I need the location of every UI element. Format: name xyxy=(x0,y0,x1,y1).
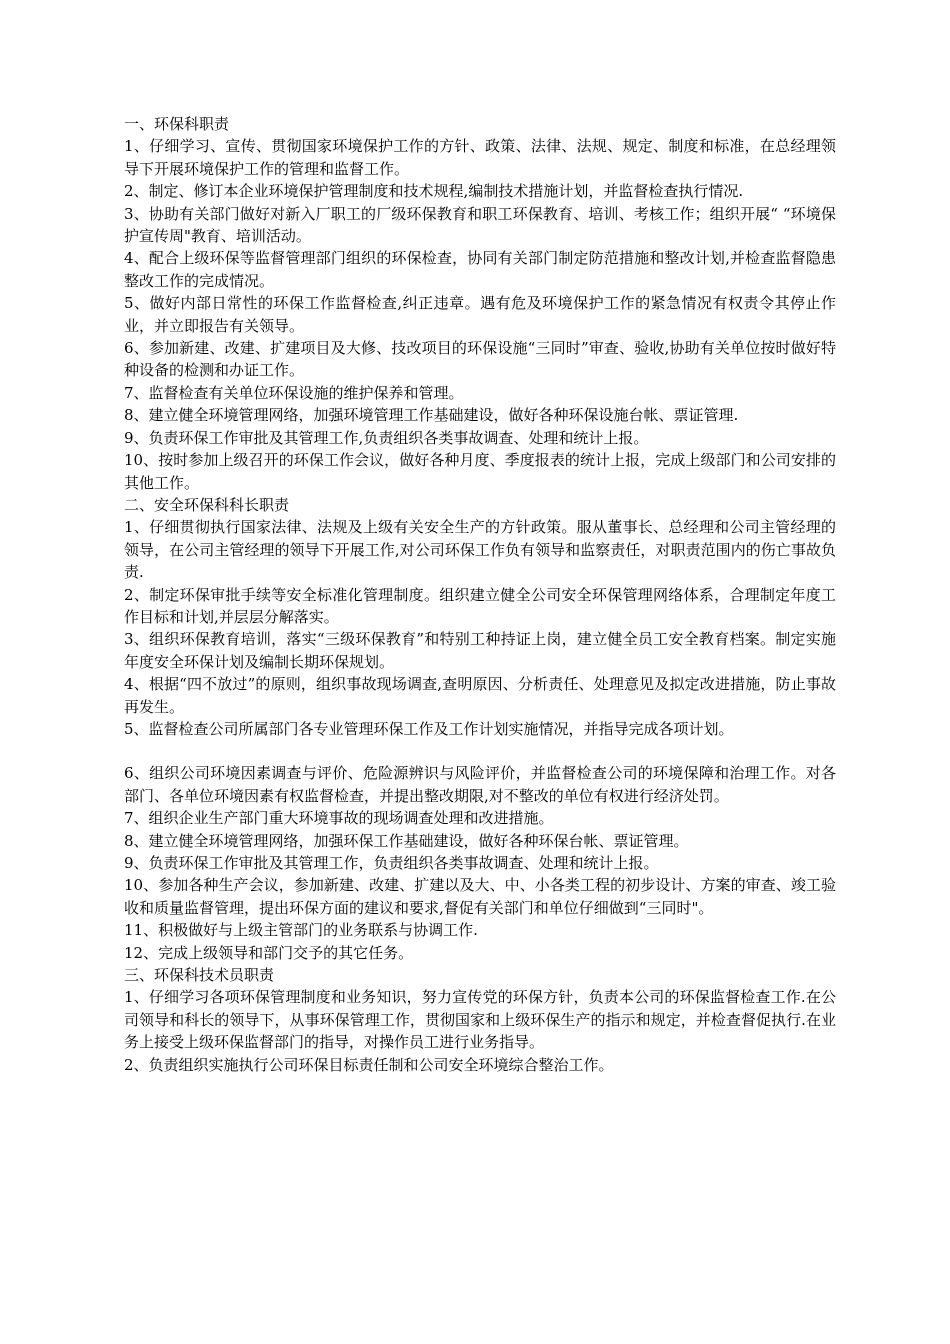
section-1-item-1: 1、仔细学习、宣传、贯彻国家环境保护工作的方针、政策、法律、法规、规定、制度和标准，在总经理领导下开展环境保护工作的管理和监督工作。 xyxy=(124,137,836,178)
section-1-item-4: 4、配合上级环保等监督管理部门组织的环保检查，协同有关部门制定防范措施和整改计划,并检查监督隐患整改工作的完成情况。 xyxy=(124,249,836,290)
section-3-item-2: 2、负责组织实施执行公司环保目标责任制和公司安全环境综合整治工作。 xyxy=(124,1055,614,1074)
section-heading-2: 二、安全环保科科长职责 xyxy=(124,495,290,514)
section-2-item-8: 8、建立健全环境管理网络，加强环保工作基础建设，做好各种环保台帐、票证管理。 xyxy=(124,831,689,850)
section-heading-1: 一、环保科职责 xyxy=(124,115,230,133)
section-2-item-12: 12、完成上级领导和部门交予的其它任务。 xyxy=(124,943,414,962)
section-2-item-4: 4、根据“四不放过”的原则，组织事故现场调查,查明原因、分析责任、处理意见及拟定改进措施，防止事故再发生。 xyxy=(124,675,836,716)
section-2-item-2: 2、制定环保审批手续等安全标准化管理制度。组织建立健全公司安全环保管理网络体系，合理制定年度工作目标和计划,并层层分解落实。 xyxy=(124,585,836,626)
section-2-item-5: 5、监督检查公司所属部门各专业管理环保工作及工作计划实施情况，并指导完成各项计划。 xyxy=(124,719,734,738)
section-2-item-11: 11、积极做好与上级主管部门的业务联系与协调工作. xyxy=(124,921,478,940)
section-heading-3: 三、环保科技术员职责 xyxy=(124,966,275,985)
section-2-item-7: 7、组织企业生产部门重大环境事故的现场调查处理和改进措施。 xyxy=(124,809,554,828)
section-1-item-6: 6、参加新建、改建、扩建项目及大修、技改项目的环保设施“三同时”审查、验收,协助有关单位按时做好特种设备的检测和办证工作。 xyxy=(124,339,836,380)
document-page xyxy=(124,113,836,1076)
section-1-item-2: 2、制定、修订本企业环境保护管理制度和技术规程,编制技术措施计划，并监督检查执行情况. xyxy=(124,182,744,201)
section-2-item-1: 1、仔细贯彻执行国家法律、法规及上级有关安全生产的方针政策。服从董事长、总经理和公司主管经理的领导，在公司主管经理的领导下开展工作,对公司环保工作负有领导和监察责任，对职责范围内的伤亡事故负责. xyxy=(124,518,836,582)
section-1-item-3: 3、协助有关部门做好对新入厂职工的厂级环保教育和职工环保教育、培训、考核工作；组织开展“ “环境保护宣传周"教育、培训活动。 xyxy=(124,204,836,246)
section-1-item-7: 7、监督检查有关单位环保设施的维护保养和管理。 xyxy=(124,383,464,402)
section-3-item-1: 1、仔细学习各项环保管理制度和业务知识，努力宣传党的环保方针，负责本公司的环保监督检查工作.在公司领导和科长的领导下，从事环保管理工作，贯彻国家和上级环保生产的指示和规定，并检查督促执行.在业务上接受上级环保监督部门的指导，对操作员工进行业务指导。 xyxy=(124,988,836,1052)
section-1-item-10: 10、按时参加上级召开的环保工作会议，做好各种月度、季度报表的统计上报，完成上级部门和公司安排的其他工作。 xyxy=(124,451,836,492)
section-1-item-8: 8、建立健全环境管理网络，加强环境管理工作基础建设，做好各种环保设施台帐、票证管理. xyxy=(124,406,739,425)
section-2-item-6: 6、组织公司环境因素调查与评价、危险源辨识与风险评价，并监督检查公司的环境保障和治理工作。对各部门、各单位环境因素有权监督检查，并提出整改期限,对不整改的单位有权进行经济处罚。 xyxy=(124,764,836,805)
section-1-item-5: 5、做好内部日常性的环保工作监督检查,纠正违章。遇有危及环境保护工作的紧急情况有权责令其停止作业，并立即报告有关领导。 xyxy=(124,294,836,335)
section-2-item-9: 9、负责环保工作审批及其管理工作，负责组织各类事故调查、处理和统计上报。 xyxy=(124,854,659,872)
blank-line xyxy=(124,740,836,762)
section-2-item-10: 10、参加各种生产会议，参加新建、改建、扩建以及大、中、小各类工程的初步设计、方案的审查、竣工验收和质量监督管理，提出环保方面的建议和要求,督促有关部门和单位仔细做到“三同时"。 xyxy=(124,876,836,917)
section-2-item-3: 3、组织环保教育培训，落实“三级环保教育”和特别工种持证上岗，建立健全员工安全教育档案。制定实施年度安全环保计划及编制长期环保规划。 xyxy=(124,630,836,671)
section-1-item-9: 9、负责环保工作审批及其管理工作,负责组织各类事故调查、处理和统计上报。 xyxy=(124,428,649,447)
